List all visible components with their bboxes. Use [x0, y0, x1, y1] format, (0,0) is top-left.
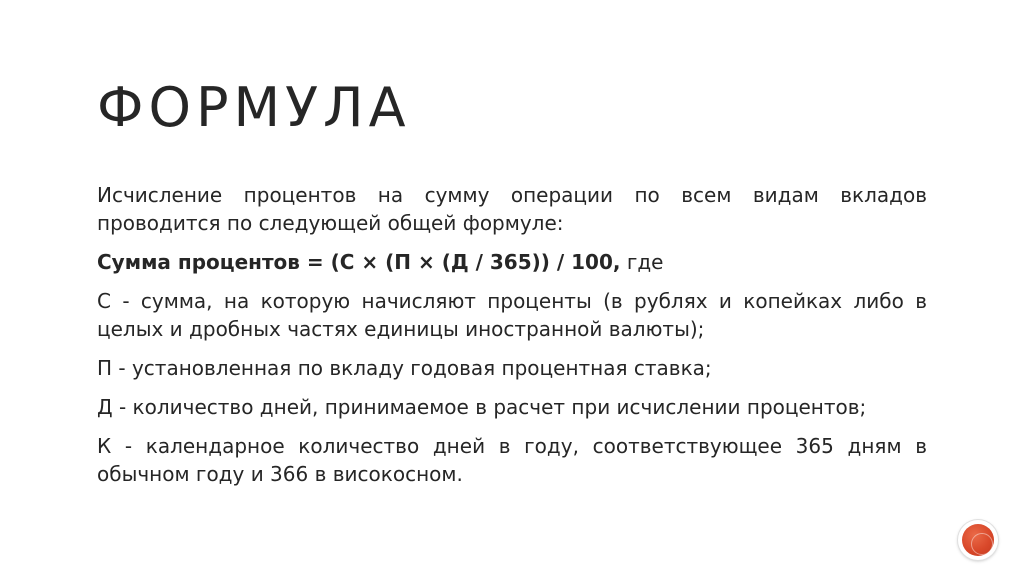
orange-circle-nav-icon — [962, 524, 994, 556]
formula-paragraph — [97, 248, 927, 276]
c-definition: С - сумма, на которую начисляют проценты (в рублях и копейках либо в целых и дробных частях единицы иностранной валюты); — [97, 289, 927, 341]
nav-ring-icon — [971, 533, 993, 555]
formula-text: Сумма процентов = (С × (П × (Д / 365)) / 100, — [97, 250, 621, 274]
slide-body — [97, 181, 927, 488]
d-definition: Д - количество дней, принимаемое в расчет при исчислении процентов; — [97, 395, 867, 419]
intro-paragraph: Исчисление процентов на сумму операции по всем видам вкладов проводится по следующей общей формуле: — [97, 183, 927, 235]
slide-title: ФОРМУЛА — [97, 76, 411, 139]
k-definition: К - календарное количество дней в году, соответствующее 365 дням в обычном году и 366 в високосном. — [97, 434, 927, 486]
p-definition: П - установленная по вкладу годовая процентная ставка; — [97, 356, 712, 380]
slide-nav-button[interactable] — [958, 520, 998, 560]
formula-tail: где — [620, 250, 664, 274]
